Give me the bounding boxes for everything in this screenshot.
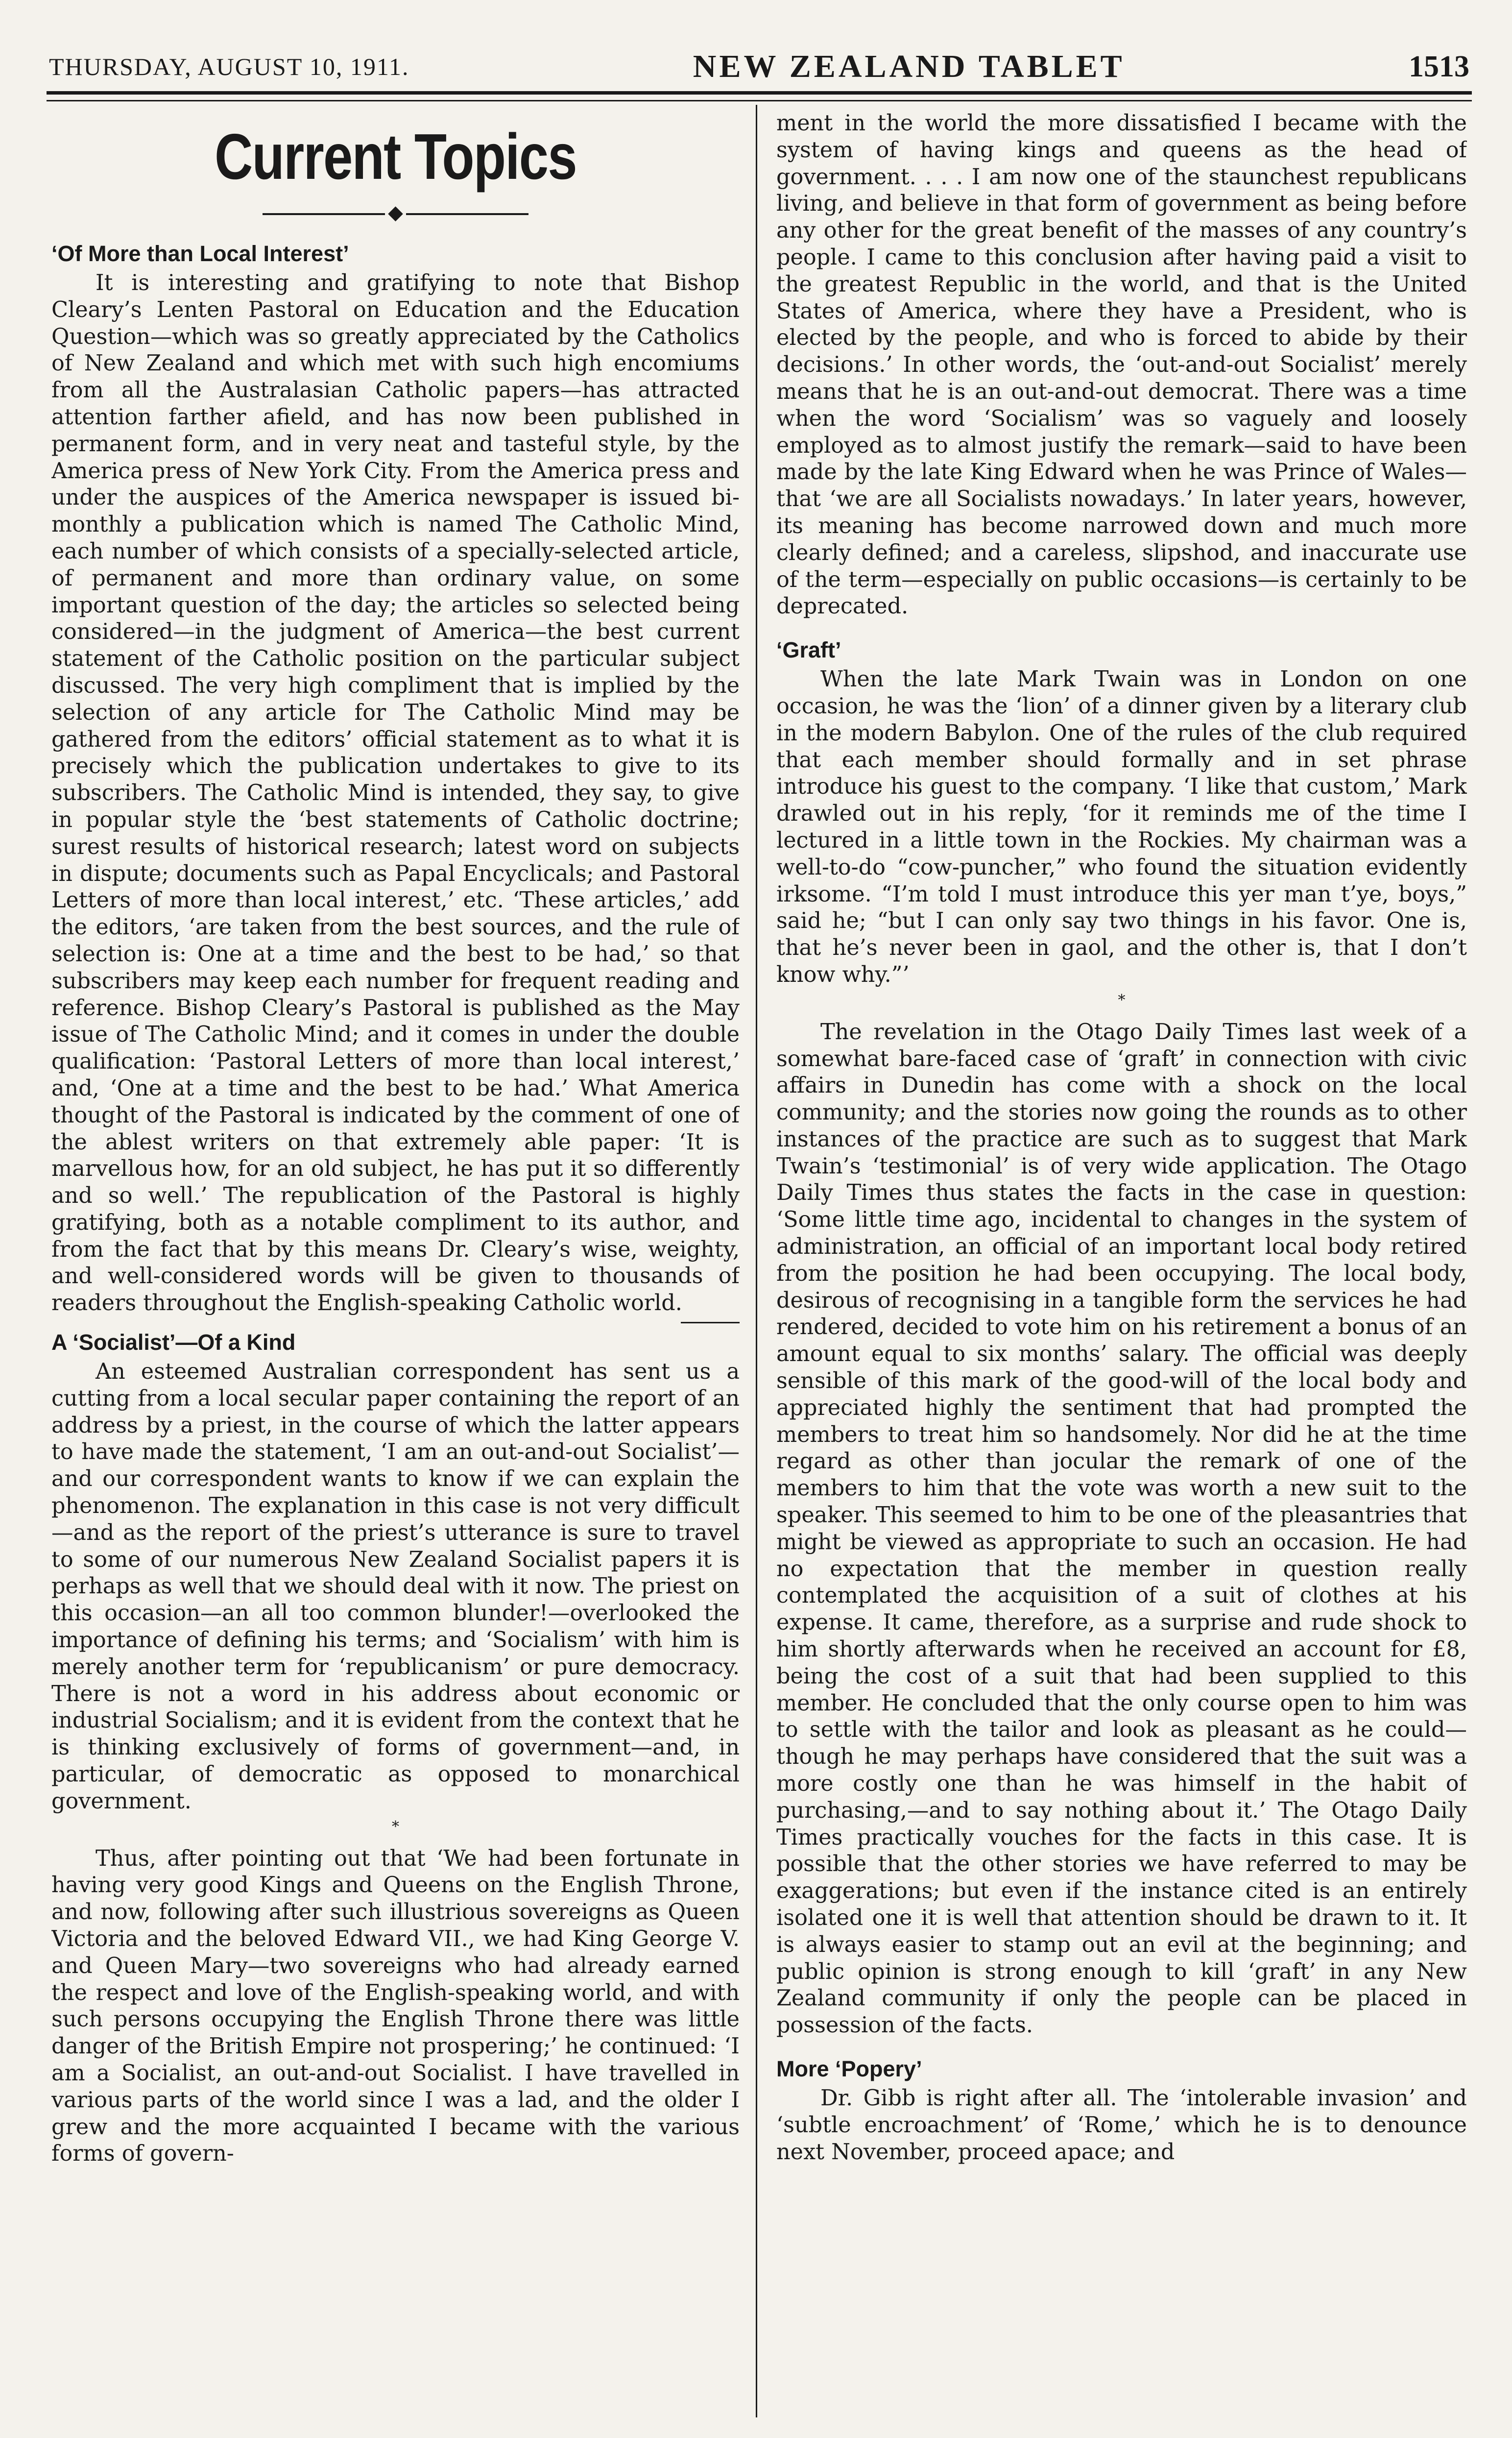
heading-socialist: A ‘Socialist’—Of a Kind bbox=[51, 1330, 296, 1355]
paragraph: Thus, after pointing out that ‘We had been fortunate in having very good Kings and Queens on the English Throne, and now, following after such illustrious sovereigns as Queen Victoria and the beloved Edward VII., we had King George V. and Queen Mary—two sovereigns who had already earned the respect and love of the English-speaking world, and with such persons occupying the English Throne there was little danger of the British Empire not prospering;’ he continued: ‘I am a Socialist, an out-and-out Socialist. I have travelled in various parts of the world since I was a lad, and the older I grew and the more acquainted I became with the various forms of govern- bbox=[51, 1846, 740, 2167]
heading-graft: ‘Graft’ bbox=[776, 637, 841, 663]
paragraph: Dr. Gibb is right after all. The ‘intolerable invasion’ and ‘subtle encroachment’ of ‘Rome,’ which he is to denounce next November, proceed apace; and bbox=[776, 2085, 1467, 2165]
page-number: 1513 bbox=[1409, 49, 1469, 83]
heading-popery: More ‘Popery’ bbox=[776, 2056, 922, 2081]
issue-date: THURSDAY, AUGUST 10, 1911. bbox=[49, 53, 409, 80]
divider bbox=[681, 1322, 740, 1323]
paragraph-continued: ment in the world the more dissatisfied I became with the system of having kings and queens as the head of government. . . . I am now one of the staunchest republicans living, and believe in that form of government as being before any other for the great benefit of the masses of any country’s people. I came to this conclusion after having paid a visit to the greatest Republic in the world, and that is the United States of America, where they have a President, who is elected by the people, and who is forced to abide by their decisions.’ In other words, the ‘out-and-out Socialist’ merely means that he is an out-and-out democrat. There was a time when the word ‘Socialism’ was so vaguely and loosely employed as to almost justify the remark—said to have been made by the late King Edward when he was Prince of Wales—that ‘we are all Socialists nowadays.’ In later years, however, its meaning has become narrowed down and much more clearly defined; and a careless, slipshod, and inaccurate use of the term—especially on public occasions—is certainly to be deprecated. bbox=[776, 111, 1467, 619]
paragraph: It is interesting and gratifying to note that Bishop Cleary’s Lenten Pastoral on Education and the Education Question—which was so greatly appreciated by the Catholics of New Zealand and which met with such high encomiums from all the Australasian Catholic papers—has attracted attention farther afield, and has now been published in permanent form, and in very neat and tasteful style, by the America press of New York City. From the America press and under the auspices of the America newspaper is issued bi-monthly a publication which is named The Catholic Mind, each number of which consists of a specially-selected article, of permanent and more than ordinary value, on some important question of the day; the articles so selected being considered—in the judgment of America—the best current statement of the Catholic position on the particular subject discussed. The very high compliment that is implied by the selection of any article for The Catholic Mind may be gathered from the editors’ official statement as to what it is precisely which the publication undertakes to give to its subscribers. The Catholic Mind is intended, they say, to give in popular style the ‘best statements of Catholic doctrine; surest results of historical research; latest word on subjects in dispute; documents such as Papal Encyclicals; and Pastoral Letters of more than local interest,’ etc. ‘These articles,’ add the editors, ‘are taken from the best sources, and the rule of selection is: One at a time and the best to be had,’ so that subscribers may keep each number for frequent reading and reference. Bishop Cleary’s Pastoral is published as the May issue of The Catholic Mind; and it comes in under the double qualification: ‘Pastoral Letters of more than local interest,’ and, ‘One at a time and the best to be had.’ What America thought of the Pastoral is indicated by the comment of one of the ablest writers on that extremely able paper: ‘It is marvellous how, for an old subject, he has put it so differently and so well.’ The republication of the Pastoral is highly gratifying, both as a notable compliment to its author, and from the fact that by this means Dr. Cleary’s wise, weighty, and well-considered words will be given to thousands of readers throughout the English-speaking Catholic world. bbox=[51, 270, 740, 1316]
ornament-diamond-icon: ◆ bbox=[388, 201, 403, 224]
star-separator: * bbox=[1118, 991, 1126, 1009]
paragraph: The revelation in the Otago Daily Times last week of a somewhat bare-faced case of ‘graft’ in connection with civic affairs in Dunedin has come with a shock on the local community; and the stories now going the rounds as to other instances of the practice are such as to suggest that Mark Twain’s ‘testimonial’ is of very wide application. The Otago Daily Times thus states the facts in the case in question: ‘Some little time ago, incidental to changes in the system of administration, an official of an important local body retired from the position he had been occupying. The local body, desirous of recognising in a tangible form the services he had rendered, decided to vote him on his retirement a bonus of an amount equal to six months’ salary. The official was deeply sensible of this mark of the good-will of the local body and appreciated highly the sentiment that had prompted the members to treat him so handsomely. Nor did he at the time regard as other than jocular the remark of one of the members to him that the vote was worth a new suit to the speaker. This seemed to him to be one of the pleasantries that might be viewed as appropriate to such an occasion. He had no expectation that the member in question really contemplated the acquisition of a suit of clothes at his expense. It came, therefore, as a surprise and rude shock to him shortly afterwards when he received an account for £8, being the cost of a suit that had been supplied to this member. He concluded that the only course open to him was to settle with the tailor and look as pleasant as he could—though he may perhaps have considered that the suit was a more costly one than he was himself in the habit of purchasing,—and to say nothing about it.’ The Otago Daily Times practically vouches for the facts in this case. It is possible that the other stories we have referred to may be exaggerations; but even if the instance cited is an entirely isolated one it is well that attention should be drawn to it. It is always easier to stamp out an evil at the beginning; and public opinion is strong enough to kill ‘graft’ in any New Zealand community if only the people can be placed in possession of the facts. bbox=[776, 1019, 1467, 2038]
masthead bbox=[49, 47, 1469, 86]
paragraph: An esteemed Australian correspondent has sent us a cutting from a local secular paper containing the report of an address by a priest, in the course of which the latter appears to have made the statement, ‘I am an out-and-out Socialist’—and our correspondent wants to know if we can explain the phenomenon. The explanation in this case is not very difficult—and as the report of the priest’s utterance is sure to travel to some of our numerous New Zealand Socialist papers it is perhaps as well that we should deal with it now. The priest on this occasion—an all too common blunder!—overlooked the importance of defining his terms; and ‘Socialism’ with him is merely another term for ‘republicanism’ or pure democracy. There is not a word in his address about economic or industrial Socialism; and it is evident from the context that he is thinking exclusively of forms of government—and, in particular, of democratic as opposed to monarchical government. bbox=[51, 1359, 740, 1814]
left-column bbox=[51, 110, 740, 2403]
heading-local-interest: ‘Of More than Local Interest’ bbox=[51, 241, 349, 266]
title-ornament bbox=[51, 200, 740, 225]
right-column bbox=[776, 110, 1467, 2403]
paper-title: NEW ZEALAND TABLET bbox=[693, 49, 1125, 84]
section-title: Current Topics bbox=[215, 121, 576, 193]
column-divider bbox=[756, 105, 757, 2417]
header-rule-thick bbox=[47, 91, 1472, 95]
star-separator: * bbox=[392, 1818, 399, 1835]
header-rule-thin bbox=[47, 100, 1472, 101]
paragraph: When the late Mark Twain was in London on one occasion, he was the ‘lion’ of a dinner given by a literary club in the modern Babylon. One of the rules of the club required that each member should formally and in set phrase introduce his guest to the company. ‘I like that custom,’ Mark drawled out in his reply, ‘for it reminds me of the time I lectured in a little town in the Rockies. My chairman was a well-to-do “cow-puncher,” who found the situation evidently irksome. “I’m told I must introduce this yer man t’ye, boys,” said he; “but I can only say two things in his favor. One is, that he’s never been in gaol, and the other is, that I don’t know why.”’ bbox=[776, 667, 1467, 987]
